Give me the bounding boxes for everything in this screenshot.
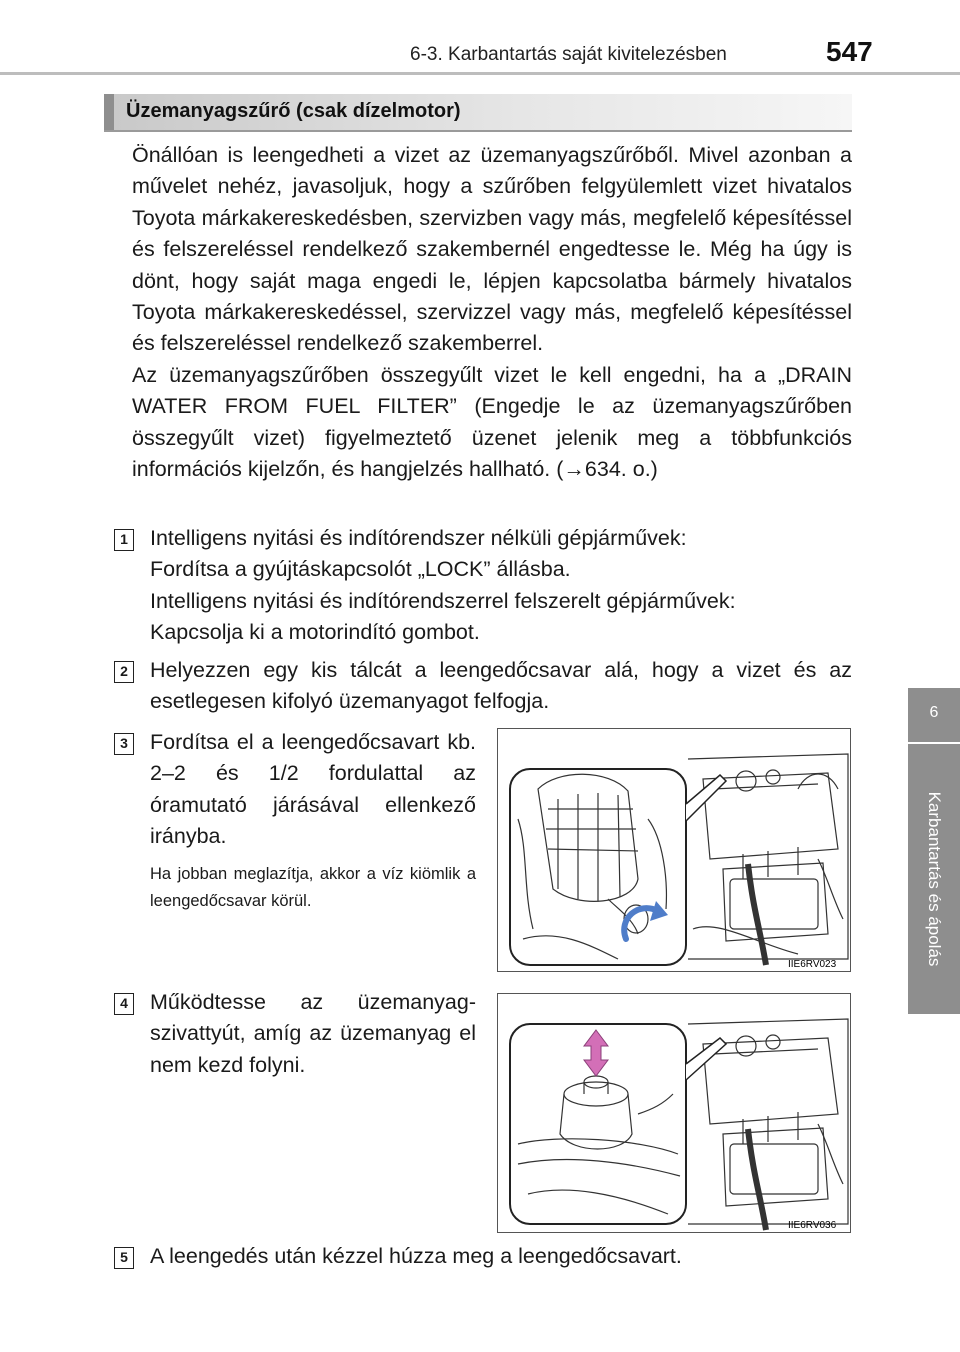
step-5-text: A leengedés után kézzel húzza meg a leengedőcsavart. xyxy=(150,1244,682,1268)
section-heading xyxy=(104,94,852,130)
engine-bay-illustration xyxy=(498,994,851,1233)
header-divider xyxy=(0,72,960,75)
step-5-number: 5 xyxy=(114,1247,134,1269)
running-header: 6-3. Karbantartás saját kivitelezésben xyxy=(410,44,727,65)
chapter-number: 6 xyxy=(929,704,939,721)
step-3-note: Ha jobban meglazítja, akkor a víz kiömlik a leengedőcsavar körül. xyxy=(150,865,476,910)
step-2-text: Helyezzen egy kis tálcát a leengedőcsavar alá, hogy a vizet és az esetlegesen kifolyó üzemanyagot felfogja. xyxy=(150,658,852,714)
section-title: Üzemanyagszűrő (csak dízelmotor) xyxy=(126,100,461,122)
step-1-line: Intelligens nyitási és indítórendszer nélküli gépjárművek: xyxy=(150,526,687,550)
figure-drain-plug xyxy=(497,728,851,972)
chapter-number-tab xyxy=(908,688,960,742)
step-1-line: Fordítsa a gyújtáskapcsolót „LOCK” állásba. xyxy=(150,557,571,582)
intro-paragraph-2: Az üzemanyagszűrőben összegyűlt vizet le kell engedni, ha a „DRAIN WATER FROM FUEL FILTER” (Engedje le az üzemanyagszűrőben összegyűlt vizet) figyelmeztető üzenet jelenik meg a többfunkciós információs kijelzőn, és hangjelzés hallható. (→634. o.) xyxy=(132,362,852,482)
intro-paragraph-1: Önállóan is leengedheti a vizet az üzemanyagszűrőből. Mivel azonban a művelet nehéz, javasoljuk, hogy a szűrőben felgyülemlett vizet hivatalos Toyota márkakereskedésben, szervizben vagy más, megfelelő képesítéssel és felszereléssel rendelkező szakembernél engedtesse le. Még ha úgy is dönt, hogy saját maga engedi le, lépjen kapcsolatba bármely hivatalos Toyota márkakereskedéssel, szervizzel vagy más, megfelelő képesítéssel és felszereléssel rendelkező szakemberrel. xyxy=(132,143,852,356)
intro-text xyxy=(132,140,852,485)
chapter-title-tab xyxy=(908,744,960,1014)
step-1-line: Intelligens nyitási és indítórendszerrel felszerelt gépjárművek: xyxy=(150,588,736,613)
step-3-number: 3 xyxy=(114,733,134,755)
engine-bay-illustration xyxy=(498,729,851,972)
page-number: 547 xyxy=(826,36,873,67)
step-1-line: Kapcsolja ki a motorindító gombot. xyxy=(150,620,480,645)
figure-code-2: IIE6RV036 xyxy=(788,1220,837,1231)
section-heading-rule xyxy=(104,130,852,132)
step-4-text: Működtesse az üzemanyag-szivattyút, amíg az üzemanyag el nem kezd folyni. xyxy=(150,990,476,1077)
chapter-title: Karbantartás és ápolás xyxy=(925,791,944,967)
step-3-text: Fordítsa el a leengedőcsavart kb. 2–2 és 1/2 fordulattal az óramutató járásával ellenkező irányba. xyxy=(150,730,476,849)
step-1-number: 1 xyxy=(114,529,134,551)
figure-priming-pump xyxy=(497,993,851,1233)
step-2-number: 2 xyxy=(114,661,134,683)
step-1-text xyxy=(150,523,852,649)
step-4-number: 4 xyxy=(114,993,134,1015)
figure-code-1: IIE6RV023 xyxy=(788,959,837,970)
